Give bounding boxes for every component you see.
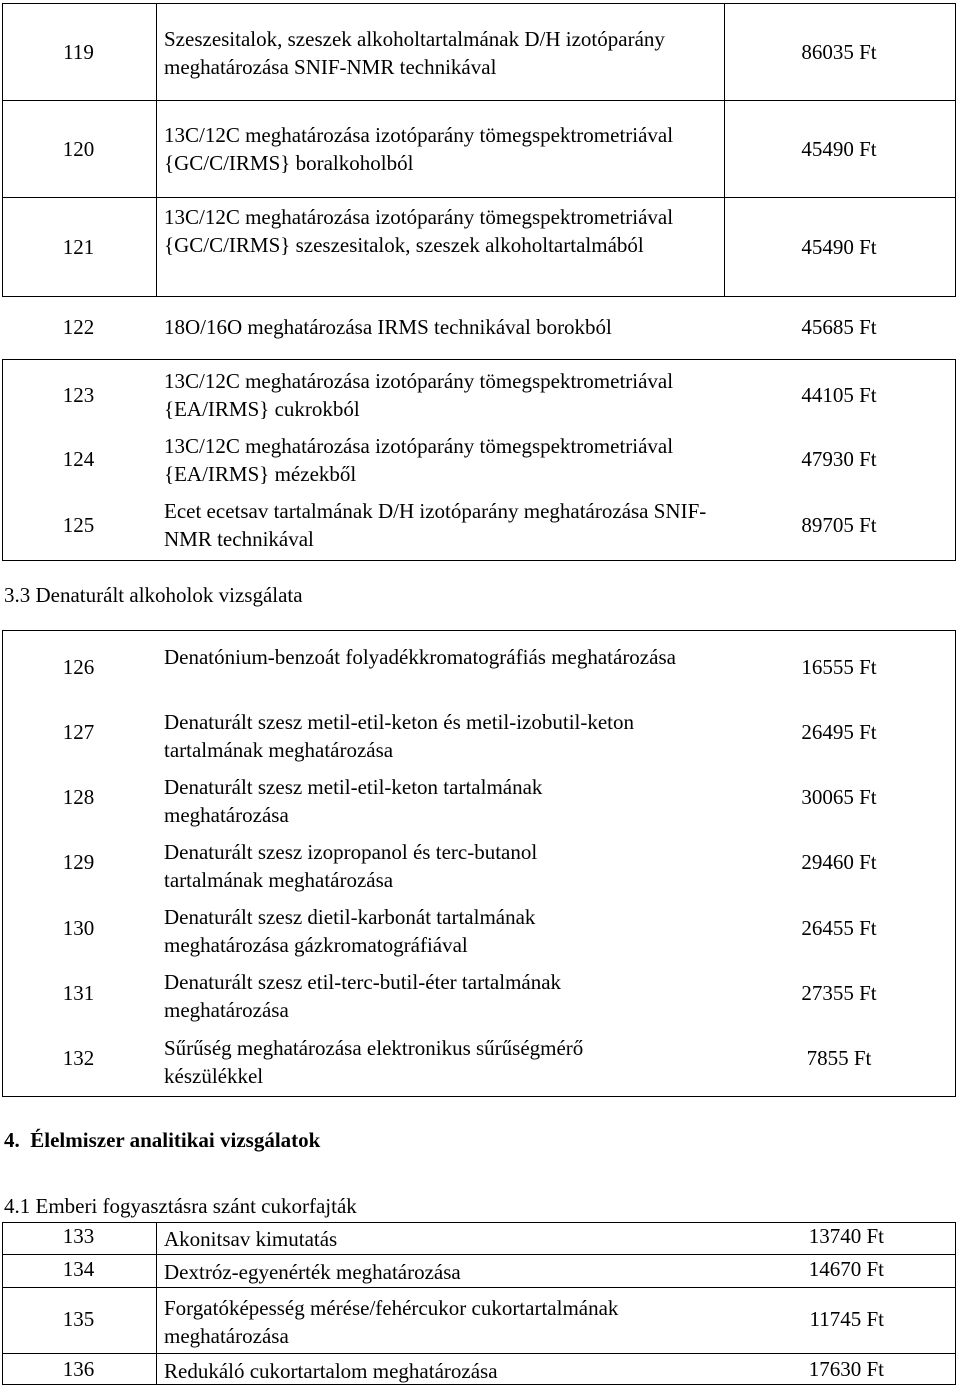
table-border (2, 1287, 956, 1288)
row-description: 18O/16O meghatározása IRMS technikával borokból (164, 315, 612, 339)
row-price: 45490 Ft (801, 235, 877, 259)
row-number: 125 (62, 513, 95, 537)
row-description: Denaturált szesz etil-terc-butil-éter tartalmának meghatározása (164, 970, 562, 1022)
row-number: 132 (62, 1046, 95, 1070)
row-number: 130 (62, 916, 95, 940)
row-price: 44105 Ft (801, 383, 877, 407)
row-number: 129 (62, 850, 95, 874)
table-border (2, 1353, 956, 1354)
row-number: 122 (62, 315, 95, 339)
row-price: 13740 Ft (808, 1224, 884, 1248)
table-border (2, 197, 956, 198)
row-description: Sűrűség meghatározása elektronikus sűrűségmérő készülékkel (164, 1036, 584, 1088)
row-number: 127 (62, 720, 95, 744)
row-description: Ecet ecetsav tartalmának D/H izotóparány meghatározása SNIF-NMR technikával (164, 499, 707, 551)
row-number: 121 (62, 235, 95, 259)
row-price: 14670 Ft (808, 1257, 884, 1281)
row-price: 47930 Ft (801, 447, 877, 471)
table-border (2, 630, 956, 631)
row-price: 11745 Ft (809, 1307, 884, 1331)
section-heading-4: 4. Élelmiszer analitikai vizsgálatok (4, 1128, 321, 1152)
row-description: 13C/12C meghatározása izotóparány tömegspektrometriával {GC/C/IRMS} boralkoholból (164, 123, 674, 175)
row-number: 120 (62, 137, 95, 161)
row-description: Redukáló cukortartalom meghatározása (164, 1359, 498, 1383)
row-number: 126 (62, 655, 95, 679)
row-description: Denaturált szesz izopropanol és terc-butanol tartalmának meghatározása (164, 840, 538, 892)
row-number: 131 (62, 981, 95, 1005)
row-description: Denaturált szesz metil-etil-keton tartalmának meghatározása (164, 775, 543, 827)
row-price: 45685 Ft (801, 315, 877, 339)
row-description: Forgatóképesség mérése/fehércukor cukortartalmának meghatározása (164, 1296, 619, 1348)
row-number: 123 (62, 383, 95, 407)
section-heading-3-3: 3.3 Denaturált alkoholok vizsgálata (4, 583, 303, 607)
row-number: 128 (62, 785, 95, 809)
row-price: 29460 Ft (801, 850, 877, 874)
row-price: 26455 Ft (801, 916, 877, 940)
row-number: 133 (62, 1224, 95, 1248)
row-description: 13C/12C meghatározása izotóparány tömegspektrometriával {GC/C/IRMS} szeszesitalok, szeszek alkoholtartalmából (164, 205, 674, 257)
row-price: 45490 Ft (801, 137, 877, 161)
row-price: 7855 Ft (806, 1046, 872, 1070)
row-price: 89705 Ft (801, 513, 877, 537)
row-description: Szeszesitalok, szeszek alkoholtartalmának D/H izotóparány meghatározása SNIF-NMR technikával (164, 27, 665, 79)
row-description: Denaturált szesz metil-etil-keton és metil-izobutil-keton tartalmának meghatározása (164, 710, 635, 762)
table-border (2, 3, 956, 4)
row-description: 13C/12C meghatározása izotóparány tömegspektrometriával {EA/IRMS} cukrokból (164, 369, 674, 421)
table-border (2, 296, 956, 297)
row-price: 27355 Ft (801, 981, 877, 1005)
table-border (955, 630, 956, 1097)
row-number: 136 (62, 1357, 95, 1381)
table-border (955, 359, 956, 561)
row-description: Denatónium-benzoát folyadékkromatográfiás meghatározása (164, 645, 676, 669)
row-price: 30065 Ft (801, 785, 877, 809)
table-border (955, 1222, 956, 1385)
table-border (2, 359, 956, 360)
row-price: 26495 Ft (801, 720, 877, 744)
row-description: 13C/12C meghatározása izotóparány tömegspektrometriával {EA/IRMS} mézekből (164, 434, 674, 486)
row-number: 119 (63, 40, 94, 64)
row-number: 135 (62, 1307, 95, 1331)
table-border (955, 3, 956, 297)
row-description: Dextróz-egyenérték meghatározása (164, 1260, 461, 1284)
table-border (2, 100, 956, 101)
row-description: Akonitsav kimutatás (164, 1227, 338, 1251)
row-price: 17630 Ft (808, 1357, 884, 1381)
row-description: Denaturált szesz dietil-karbonát tartalmának meghatározása gázkromatográfiával (164, 905, 536, 957)
row-number: 124 (62, 447, 95, 471)
row-price: 86035 Ft (801, 40, 877, 64)
row-price: 16555 Ft (801, 655, 877, 679)
table-border (2, 1096, 956, 1097)
table-border (2, 560, 956, 561)
section-heading-4-1: 4.1 Emberi fogyasztásra szánt cukorfajták (4, 1194, 357, 1218)
row-number: 134 (62, 1257, 95, 1281)
